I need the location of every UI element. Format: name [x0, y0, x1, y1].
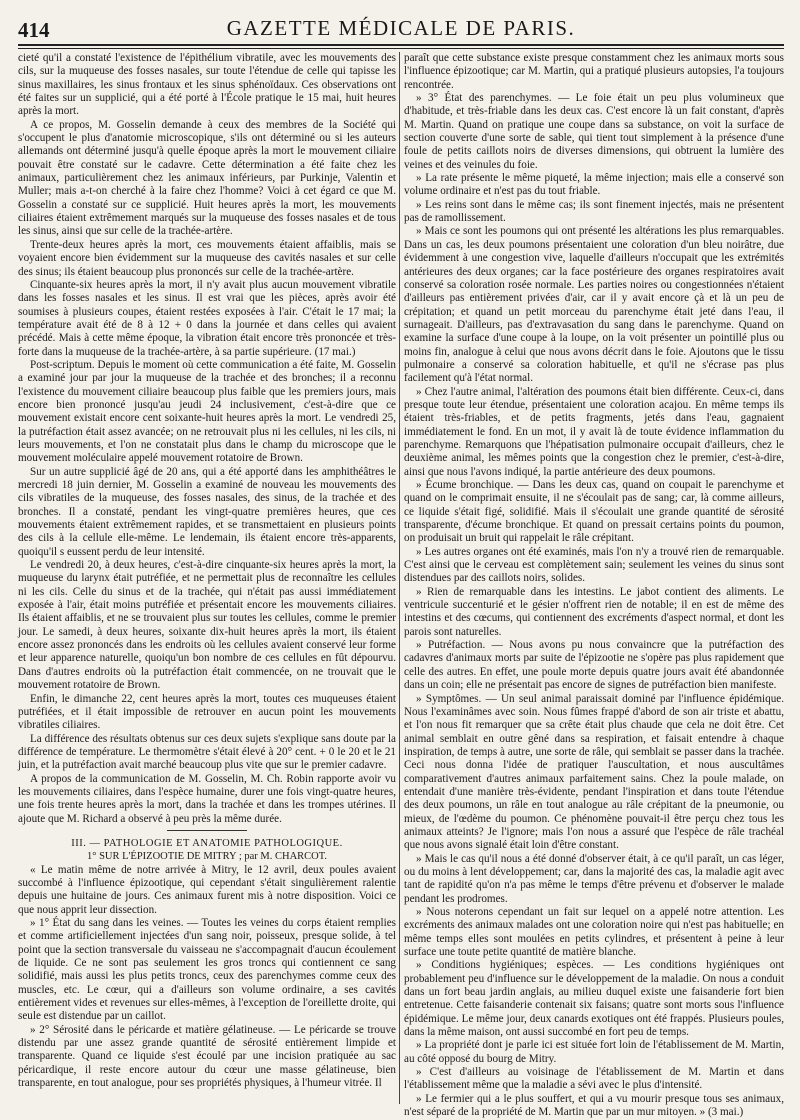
paragraph: » Les autres organes ont été examinés, mais l'on n'y a trouvé rien de remarquable. C'est ainsi que le cerveau est complètement sain; seulement les veines du sinus sont distendues par des caillots noirs, solides. [404, 545, 784, 585]
header-rule [18, 44, 784, 46]
header-rule-thin [18, 48, 784, 49]
paragraph: Trente-deux heures après la mort, ces mouvements étaient affaiblis, mais se voyaient encore bien évidemment sur la muqueuse des cavités nasales et sur celle des sinus; ils étaient beaucoup plus prononcés sur celle de la trachée-artère. [18, 238, 396, 278]
paragraph: Le vendredi 20, à deux heures, c'est-à-dire cinquante-six heures après la mort, la muqueuse du larynx était putréfiée, et ne permettait plus de reconnaître les cellules ni les cils. Celle du sinus et de la trachée, qui n'était pas aussi immédiatement exposée à l'air, était moins putréfiée et présentait encore les mouvements ciliaires. Ils étaient affaiblis, et ne se trouvaient plus sur toutes les cellules, comme le premier jour. Le samedi, à deux heures, soixante dix-huit heures après la mort, ils étaient encore assez prononcés dans les endroits où les cellules avaient conservé leur forme et leur apparence naturelle, quoiqu'un bon nombre de ces cellules en fût dépourvu. Dans d'autres endroits où la putréfaction était commencée, on ne trouvait que le mouvement rotatoire de Brown. [18, 559, 396, 692]
left-column [18, 52, 396, 1104]
paragraph: » La propriété dont je parle ici est située fort loin de l'établissement de M. Martin, au côté opposé du bourg de Mitry. [404, 1039, 784, 1065]
paragraph: » Nous noterons cependant un fait sur lequel on a appelé notre attention. Les excréments des animaux malades ont une coloration noire qui n'est pas habituelle; en même temps elles sont moulées en petits cylindres, et présentent à peine à leur surface une toute petite quantité de matière blanche. [404, 906, 784, 959]
paragraph: « Le matin même de notre arrivée à Mitry, le 12 avril, deux poules avaient succombé à l'influence épizootique, qui cependant s'était singulièrement ralentie depuis une huitaine de jours. Ces animaux furent mis à notre disposition. Voici ce que nous apprit leur dissection. [18, 863, 396, 916]
paragraph: » Rien de remarquable dans les intestins. Le jabot contient des aliments. Le ventricule succenturié et le gésier n'offrent rien de notable; il en est de même des intestins et des cœcums, qui contiennent des excréments d'aspect normal, et dont les parois sont naturelles. [404, 585, 784, 638]
paragraph: Post-scriptum. Depuis le moment où cette communication a été faite, M. Gosselin a examiné jour par jour la muqueuse de la trachée et des bronches; il a reconnu l'existence du mouvement ciliaire beaucoup plus faible que les premiers jours, mais encore bien prononcé jusqu'au jeudi 24 inclusivement, c'est-à-dire que ce mouvement existait encore cent soixante-huit heures après la mort. Le vendredi 25, la putréfaction était assez avancée; on ne retrouvait plus ni les cellules, ni les cils, ni leurs mouvements, et l'on ne constatait plus dans le champ du microscope que le mouvement moléculaire appelé mouvement rotatoire de Brown. [18, 358, 396, 465]
section-heading: III. — PATHOLOGIE ET ANATOMIE PATHOLOGIQUE. [71, 837, 343, 849]
paragraph: » Putréfaction. — Nous avons pu nous convaincre que la putréfaction des cadavres d'animaux morts par suite de l'épizootie ne s'opère pas plus rapidement que celle des autres. En effet, une poule morte depuis quatre jours avait été abandonnée dans un coin; elle ne présentait pas encore de signes de putréfaction bien manifeste. [404, 639, 784, 692]
paragraph: » Mais le cas qu'il nous a été donné d'observer était, à ce qu'il paraît, un cas léger, ou du moins à lent développement; car, dans la majorité des cas, la maladie agit avec tant de rapidité qu'on n'a pas même le temps d'être prévenu et d'observer le malade pendant les prodromes. [404, 852, 784, 905]
paragraph: » Conditions hygiéniques; espèces. — Les conditions hygiéniques ont probablement peu d'influence sur le développement de la maladie. On nous a conduit dans un fort beau jardin anglais, au milieu duquel existe une faisanderie fort bien entretenue. Cette faisanderie contenait six faisans; quatre sont morts sous l'influence épidémique. Le même jour, deux canards exotiques ont été frappés. Plusieurs poules, dans la même maison, ont aussi succombé en fort peu de temps. [404, 959, 784, 1039]
subsection-heading: 1° SUR L'ÉPIZOOTIE DE MITRY ; par M. CHARCOT. [87, 851, 327, 863]
paragraph: » Symptômes. — Un seul animal paraissait dominé par l'influence épidémique. Nous l'examinâmes avec soin. Nous fûmes frappé d'abord de son air triste et abattu, et l'on nous fit remarquer que sa crête était plus chaude que cela ne doit être. Cet animal semblait en outre gêné dans sa respiration, et faisait entendre à chaque inspiration, de temps à autre, une sorte de râle, qui semblait se passer dans la trachée. Ceci nous donna l'idée de pratiquer l'auscultation, et nous auscultâmes comparativement d'autres animaux parfaitement sains. Chez la poule malade, on entendait d'une manière très-évidente, pendant l'inspiration et dans toute l'étendue des deux poumons, un râle en tout analogue au râle crépitant de la pneumonie, ou mieux, de l'œdème du poumon. Ce phénomène pouvait-il être perçu chez tous les animaux atteints? Je l'ignore; mais l'on nous a assuré que l'espèce de râle trachéal que nous avons signalé était loin d'être constant. [404, 692, 784, 852]
paragraph: » 3° État des parenchymes. — Le foie était un peu plus volumineux que d'habitude, et très-friable dans les deux cas. C'est encore là un fait constant, d'après M. Martin. Quand on pratique une coupe dans sa substance, on voit la surface de section couverte d'une sorte de sable, qui tient tout simplement à la présence d'une foule de petits caillots noirs de diverses dimensions, qui obtruent la lumière des veines et des veinules du foie. [404, 92, 784, 171]
paragraph: » Le fermier qui a le plus souffert, et qui a vu mourir presque tous ses animaux, n'est séparé de la propriété de M. Martin que par un mur mitoyen. » (3 mai.) [404, 1092, 784, 1119]
page-number: 414 [18, 18, 50, 42]
paragraph: Cinquante-six heures après la mort, il n'y avait plus aucun mouvement vibratile dans les fosses nasales et les sinus. Il est vrai que les pièces, après avoir été soumises à plusieurs coupes, étaient restées exposées à l'air. C'était le 17 mai; la température avait été de 8 à 12 + 0 dans la journée et dans celles qui avaient précédé. Mais à cette même époque, la vibration était encore très prononcée et très-forte dans la muqueuse de la trachée-artère, à sa partie supérieure. (17 mai.) [18, 278, 396, 358]
paragraph: » 1° État du sang dans les veines. — Toutes les veines du corps étaient remplies et comme artificiellement injectées d'un sang noir, poisseux, presque solide, à tel point que la section transversale du vaisseau ne s'accompagnait d'aucun écoulement de liquide. Ce ne sont pas seulement les gros troncs qui contiennent ce sang solidifié, mais aussi les plus petits troncs, ceux des parenchymes comme ceux des muscles, etc. Le cœur, qui a d'ailleurs son volume ordinaire, a ses cavités entièrement vides et revenues sur elles-mêmes, à l'exception de l'oreillette droite, qui seule est distendue par un caillot. [18, 917, 397, 1023]
paragraph: paraît que cette substance existe presque constamment chez les animaux morts sous l'influence épizootique; car M. Martin, qui a pratiqué plusieurs autopsies, l'a toujours rencontrée. [404, 52, 784, 91]
page-header [18, 4, 784, 44]
paragraph: » Chez l'autre animal, l'altération des poumons était bien différente. Ceux-ci, dans presque toute leur étendue, présentaient une coloration acajou. En même temps ils étaient très-friables, et de petits fragments, jetés dans l'eau, gagnaient immédiatement le fond. En un mot, il y avait là de toute évidence inflammation du parenchyme. Remarquons que l'hépatisation pulmonaire occupait d'ailleurs, chez le deuxième animal, les mêmes points que la congestion chez le premier, c'est-à-dire, ainsi que nous l'avons indiqué, la partie antérieure des deux poumons. [404, 385, 784, 478]
paragraph: La différence des résultats obtenus sur ces deux sujets s'explique sans doute par la différence de température. Le thermomètre s'était élevé à 20° cent. + 0 le 20 et le 21 juin, et la putréfaction avait marché beaucoup plus vite que sur le premier cadavre. [18, 732, 396, 772]
paragraph: » 2° Sérosité dans le péricarde et matière gélatineuse. — Le péricarde se trouve distendu par une assez grande quantité de sérosité entièrement limpide et transparente. Quand ce liquide s'est écoulé par une incision pratiquée au sac péricardique, il reste encore autour du cœur une masse gélatineuse, bien transparente, en tout analogue, pour ses propriétés physiques, à l'humeur vitrée. Il [18, 1023, 396, 1090]
right-column [404, 52, 784, 1119]
section-rule [167, 830, 247, 831]
paragraph: cieté qu'il a constaté l'existence de l'épithélium vibratile, avec les mouvements des cils, sur la muqueuse des fosses nasales, sur toute l'étendue de celle qui tapisse les sinus maxillaires, les sinus frontaux et les sinus sphénoïdaux. Ces observations ont été faites sur un supplicié, qui a été porté à l'École pratique le 15 mai, huit heures après la mort. [18, 52, 396, 118]
journal-title: GAZETTE MÉDICALE DE PARIS. [226, 16, 576, 40]
paragraph: » Écume bronchique. — Dans les deux cas, quand on coupait le parenchyme et quand on le comprimait ensuite, il ne s'écoulait pas de sang; car, là comme ailleurs, ce liquide s'était figé, solidifié. Mais il s'écoulait une grande quantité de sérosité transparente, d'écume bronchique. Et quand on pressait certains points du poumon, on produisait un bruit qui rappelait le râle crépitant. [404, 479, 784, 545]
paragraph: » Les reins sont dans le même cas; ils sont finement injectés, mais ne présentent pas de ramollissement. [404, 198, 784, 225]
paragraph: A ce propos, M. Gosselin demande à ceux des membres de la Société qui s'occupent le plus d'anatomie microscopique, s'ils ont déterminé ou si les auteurs allemands ont déterminé jusqu'à quelle époque après la mort le mouvement ciliaire pouvait être constaté sur le cadavre. Cette détermination a été faite chez les animaux, particulièrement chez les animaux inférieurs, par Purkinje, Valentin et Muller; mais a-t-on cherché à la faire chez l'homme? Voici à cet égard ce que M. Gosselin a constaté sur ce supplicié. Huit heures après la mort, les mouvements ciliaires étaient extrêmement marqués sur la muqueuse des fosses nasales et de tous les sinus, ainsi que sur celle de la trachée-artère. [18, 118, 396, 238]
column-divider [399, 52, 400, 1104]
paragraph: » Mais ce sont les poumons qui ont présenté les altérations les plus remarquables. Dans un cas, les deux poumons présentaient une coloration d'un bleu noirâtre, due évidemment à une congestion vive, laquelle d'ailleurs n'occupait que les extrémités antérieures des deux organes; car la face postérieure des organes respiratoires avait conservé sa coloration rosée normale. Les parties noires ou congestionnées n'étaient d'ailleurs pas entièrement privées d'air, car il y avait encore çà et là un peu de crépitation; et quand un petit morceau du parenchyme était jeté dans l'eau, il surnageait. D'ailleurs, pas d'extravasation du sang dans le parenchyme. Quand on examine la surface d'une coupe à la loupe, on la voit présenter un pointillé plus ou moins fin, analogue à celui que nous avons décrit dans le foie. Ajoutons que le tissu pulmonaire a conservé sa coloration habituelle, et qu'il ne s'écrase pas plus facilement qu'à l'état normal. [404, 225, 784, 385]
paragraph: A propos de la communication de M. Gosselin, M. Ch. Robin rapporte avoir vu les mouvements ciliaires, dans l'espèce humaine, durer une fois vingt-quatre heures, une fois trente heures après la mort, dans la trachée et dans les trompes utérines. Il ajoute que M. Richard a observé à peu près la même durée. [18, 772, 396, 825]
paragraph: » C'est d'ailleurs au voisinage de l'établissement de M. Martin et dans l'établissement même que la maladie a sévi avec le plus d'intensité. [404, 1066, 784, 1092]
paragraph: Enfin, le dimanche 22, cent heures après la mort, toutes ces muqueuses étaient putréfiées, et il était impossible de retrouver en aucun point les mouvements vibratiles ciliaires. [18, 692, 396, 732]
paragraph: Sur un autre supplicié âgé de 20 ans, qui a été apporté dans les amphithéâtres le mercredi 18 juin dernier, M. Gosselin a examiné de nouveau les mouvements des cils vibratiles de la muqueuse, des fosses nasales, des sinus, de la trachée et des bronches. Il a constaté, pendant les vingt-quatre premières heures, que ces mouvements étaient extrêmement rapides, et se transmettaient en plusieurs points des cils à la cellule elle-même. Le lendemain, ils étaient encore très-apparents, quoiqu'il s eussent perdu de leur intensité. [18, 465, 396, 558]
paragraph: » La rate présente le même piqueté, la même injection; mais elle a conservé son volume ordinaire et n'est pas du tout friable. [404, 172, 784, 198]
